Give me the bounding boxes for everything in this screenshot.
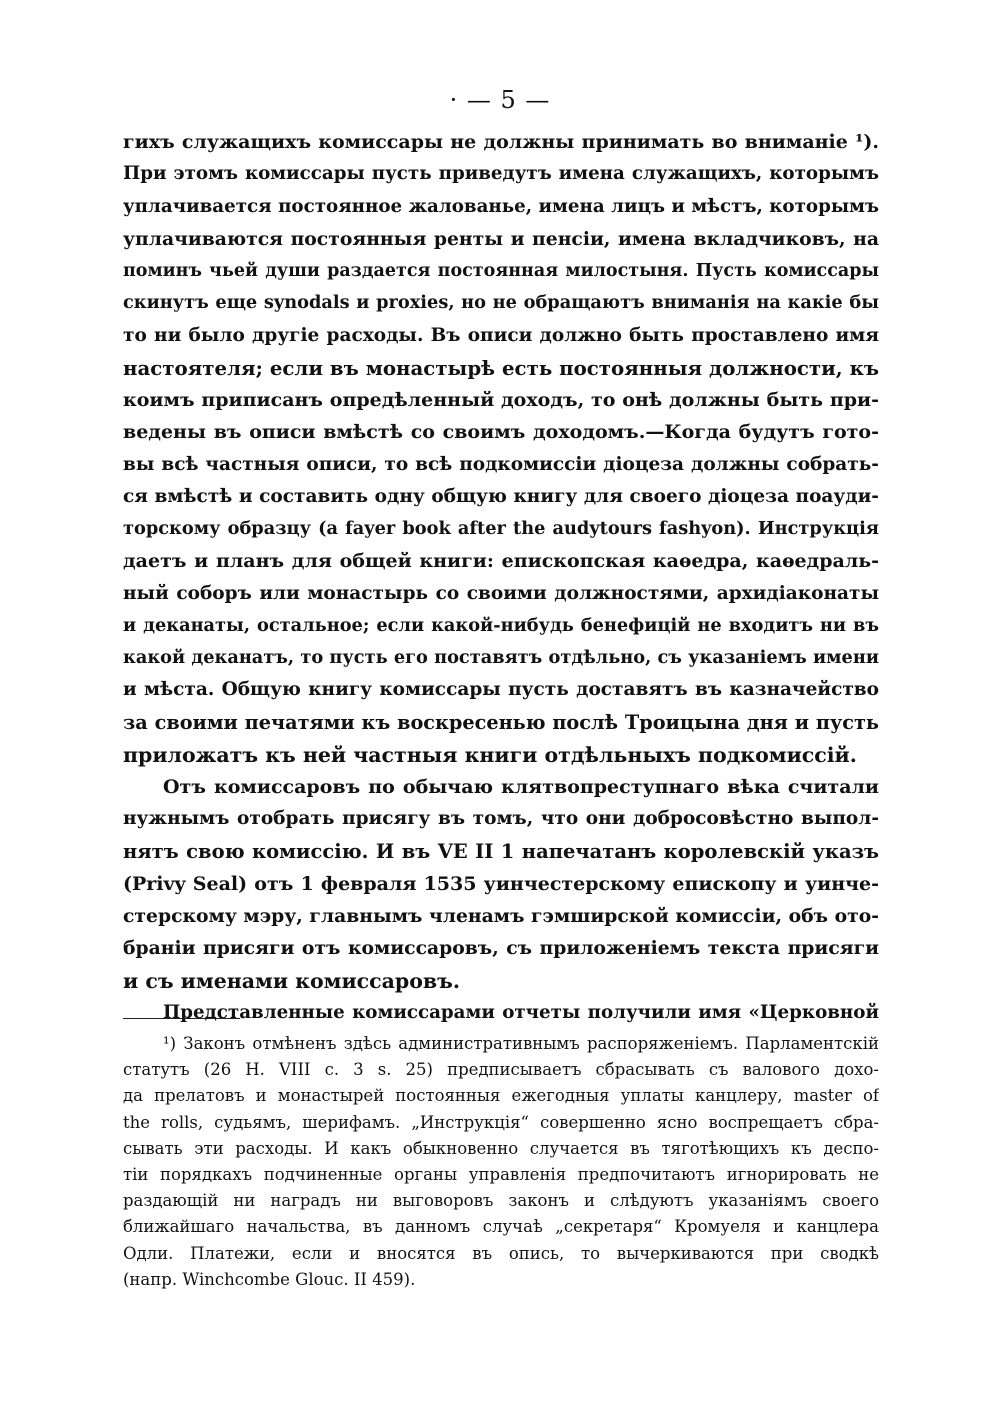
footnote-line: статутъ (26 H. VIII c. 3 s. 25) предписываетъ сбрасывать съ валового дохо- [123, 1060, 879, 1080]
text-line: даетъ и планъ для общей книги: епископская каѳедра, каѳедраль- [123, 550, 879, 573]
text-line: уплачивается постоянное жалованье, имена лицъ и мѣстъ, которымъ [123, 195, 879, 217]
footnote-line: (напр. Winchcombe Glouc. II 459). [123, 1269, 416, 1289]
text-line: При этомъ комиссары пусть приведутъ имена служащихъ, которымъ [123, 163, 879, 185]
footnote-line: Одли. Платежи, если и вносятся въ опись, то вычеркиваются при сводкѣ [123, 1243, 879, 1263]
text-line: стерскому мэру, главнымъ членамъ гэмширской комиссіи, объ ото- [123, 905, 879, 927]
text-line: и съ именами комиссаровъ. [123, 968, 461, 993]
text-line: поминъ чьей души раздается постоянная милостыня. Пусть комиссары [123, 261, 879, 281]
text-line: уплачиваются постоянныя ренты и пенсіи, имена вкладчиковъ, на [123, 227, 879, 250]
text-line: торскому образцу (a fayer book after the audytours fashyon). Инструкція [123, 518, 879, 539]
text-line: гихъ служащихъ комиссары не должны принимать во вниманіе ¹). [123, 131, 879, 153]
footnote-line: the rolls, судьямъ, шерифамъ. „Инструкція“ совершенно ясно воспрещаетъ сбра- [123, 1112, 879, 1132]
text-line: и мѣста. Общую книгу комиссары пусть доставятъ въ казначейство [123, 679, 879, 701]
text-line: настоятеля; если въ монастырѣ есть постоянныя должности, къ [123, 355, 879, 380]
text-line: Представленные комиссарами отчеты получили имя «Церковной [163, 1001, 879, 1023]
text-line: скинутъ еще synodals и proxies, но не обращаютъ вниманія на какіе бы [123, 292, 879, 314]
footnote-line: ближайшаго начальства, въ данномъ случаѣ „секретаря“ Кромуеля и канцлера [123, 1217, 879, 1237]
text-line: ся вмѣстѣ и составить одну общую книгу для своего діоцеза поауди- [123, 485, 879, 507]
text-line: ный соборъ или монастырь со своими должностями, архидіаконаты [123, 582, 879, 604]
footnote-line: сывать эти расходы. И какъ обыкновенно случается въ тяготѣющихъ къ деспо- [123, 1138, 879, 1158]
text-line: Отъ комиссаровъ по обычаю клятвопреступнаго вѣка считали [163, 776, 879, 798]
text-line: и деканаты, остальное; если какой-нибудь бенефицій не входитъ ни въ [123, 614, 879, 636]
footnote-divider [123, 1018, 240, 1019]
footnote-line: тіи порядкахъ подчиненные органы управленія предпочитаютъ игнорировать не [123, 1164, 879, 1184]
text-line: ведены въ описи вмѣстѣ со своимъ доходомъ.—Когда будутъ гото- [123, 421, 879, 444]
footnote-line: да прелатовъ и монастырей постоянныя ежегодныя уплаты канцлеру, master of [123, 1086, 879, 1106]
page-number: · — 5 — [449, 86, 551, 114]
text-line: браніи присяги отъ комиссаровъ, съ приложеніемъ текста присяги [123, 937, 879, 960]
footnote-line: ¹) Законъ отмѣненъ здѣсь административнымъ распоряженіемъ. Парламентскій [163, 1034, 879, 1053]
text-line: за своими печатями къ воскресенью послѣ Троицына дня и пусть [123, 710, 879, 734]
text-line: (Privy Seal) отъ 1 февраля 1535 уинчестерскому епископу и уинче- [123, 872, 879, 895]
text-line: вы всѣ частныя описи, то всѣ подкомиссіи діоцеза должны собрать- [123, 453, 879, 475]
text-line: нужнымъ отобрать присягу въ томъ, что они добросовѣстно выпол- [123, 808, 879, 830]
text-line: нятъ свою комиссію. И въ VE II 1 напечатанъ королевскій указъ [123, 839, 879, 863]
text-line: какой деканатъ, то пусть его поставятъ отдѣльно, съ указаніемъ имени [123, 647, 879, 668]
text-line: приложатъ къ ней частныя книги отдѣльныхъ подкомиссій. [123, 742, 857, 767]
text-line: коимъ приписанъ опредѣленный доходъ, то онѣ должны быть при- [123, 389, 879, 411]
footnote [123, 1031, 879, 1293]
text-line: то ни было другіе расходы. Въ описи должно быть проставлено имя [123, 324, 879, 346]
footnote-line: раздающій ни наградъ ни выговоровъ законъ и слѣдуютъ указаніямъ своего [123, 1191, 879, 1211]
main-text [123, 126, 879, 1029]
